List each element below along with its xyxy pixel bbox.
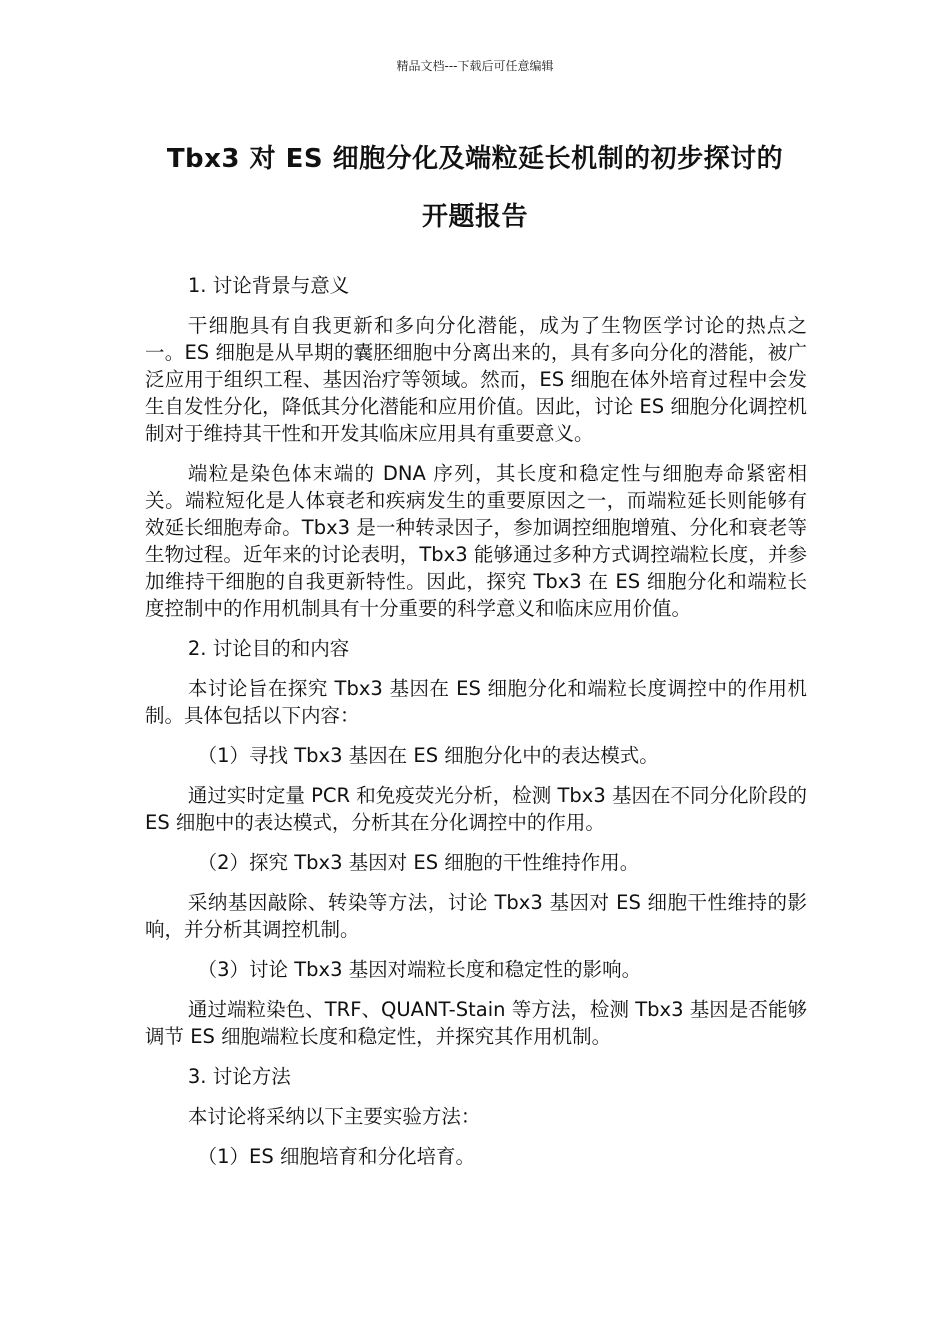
paragraph-methods-intro: 本讨论将采纳以下主要实验方法： (187, 1105, 481, 1128)
list-item-method-1: （1）ES 细胞培育和分化培育。 (197, 1145, 475, 1168)
paragraph-telomere: 端粒是染色体末端的 DNA 序列，其长度和稳定性与细胞寿命紧密相关。端粒短化是人体衰老和疾病发生的重要原因之一，而端粒延长则能够有效延长细胞寿命。Tbx3 是一种转录因子，参加调控细胞增殖、分化和衰老等生物过程。近年来的讨论表明，Tbx3 能够通过多种方式调控端粒长度，并参加维持干细胞的自我更新特性。因此，探究 Tbx3 在 ES 细胞分化和端粒长度控制中的作用机制具有十分重要的科学意义和临床应用价值。 (145, 462, 807, 620)
paragraph-item-1-detail: 通过实时定量 PCR 和免疫荧光分析，检测 Tbx3 基因在不同分化阶段的 ES 细胞中的表达模式，分析其在分化调控中的作用。 (145, 784, 807, 834)
document-title-line-2: 开题报告 (421, 202, 528, 232)
paragraph-stem-cells: 干细胞具有自我更新和多向分化潜能，成为了生物医学讨论的热点之一。ES 细胞是从早期的囊胚细胞中分离出来的，具有多向分化的潜能，被广泛应用于组织工程、基因治疗等领域。然而，ES 细胞在体外培育过程中会发生自发性分化，降低其分化潜能和应用价值。因此，讨论 ES 细胞分化调控机制对于维持其干性和开发其临床应用具有重要意义。 (145, 314, 807, 445)
section-heading-purpose: 2. 讨论目的和内容 (187, 637, 350, 660)
section-heading-background: 1. 讨论背景与意义 (187, 274, 350, 297)
paragraph-purpose: 本讨论旨在探究 Tbx3 基因在 ES 细胞分化和端粒长度调控中的作用机制。具体包括以下内容： (145, 677, 807, 727)
list-item-1: （1）寻找 Tbx3 基因在 ES 细胞分化中的表达模式。 (197, 744, 659, 767)
paragraph-item-3-detail: 通过端粒染色、TRF、QUANT-Stain 等方法，检测 Tbx3 基因是否能够调节 ES 细胞端粒长度和稳定性，并探究其作用机制。 (145, 998, 807, 1048)
list-item-2: （2）探究 Tbx3 基因对 ES 细胞的干性维持作用。 (197, 851, 640, 874)
list-item-3: （3）讨论 Tbx3 基因对端粒长度和稳定性的影响。 (197, 958, 642, 981)
document-title-line-1: Tbx3 对 ES 细胞分化及端粒延长机制的初步探讨的 (166, 144, 784, 174)
page-header-note: 精品文档---下载后可任意编辑 (396, 59, 554, 73)
document-body (145, 272, 807, 1183)
paragraph-item-2-detail: 采纳基因敲除、转染等方法，讨论 Tbx3 基因对 ES 细胞干性维持的影响，并分析其调控机制。 (145, 891, 807, 941)
section-heading-methods: 3. 讨论方法 (187, 1065, 291, 1088)
